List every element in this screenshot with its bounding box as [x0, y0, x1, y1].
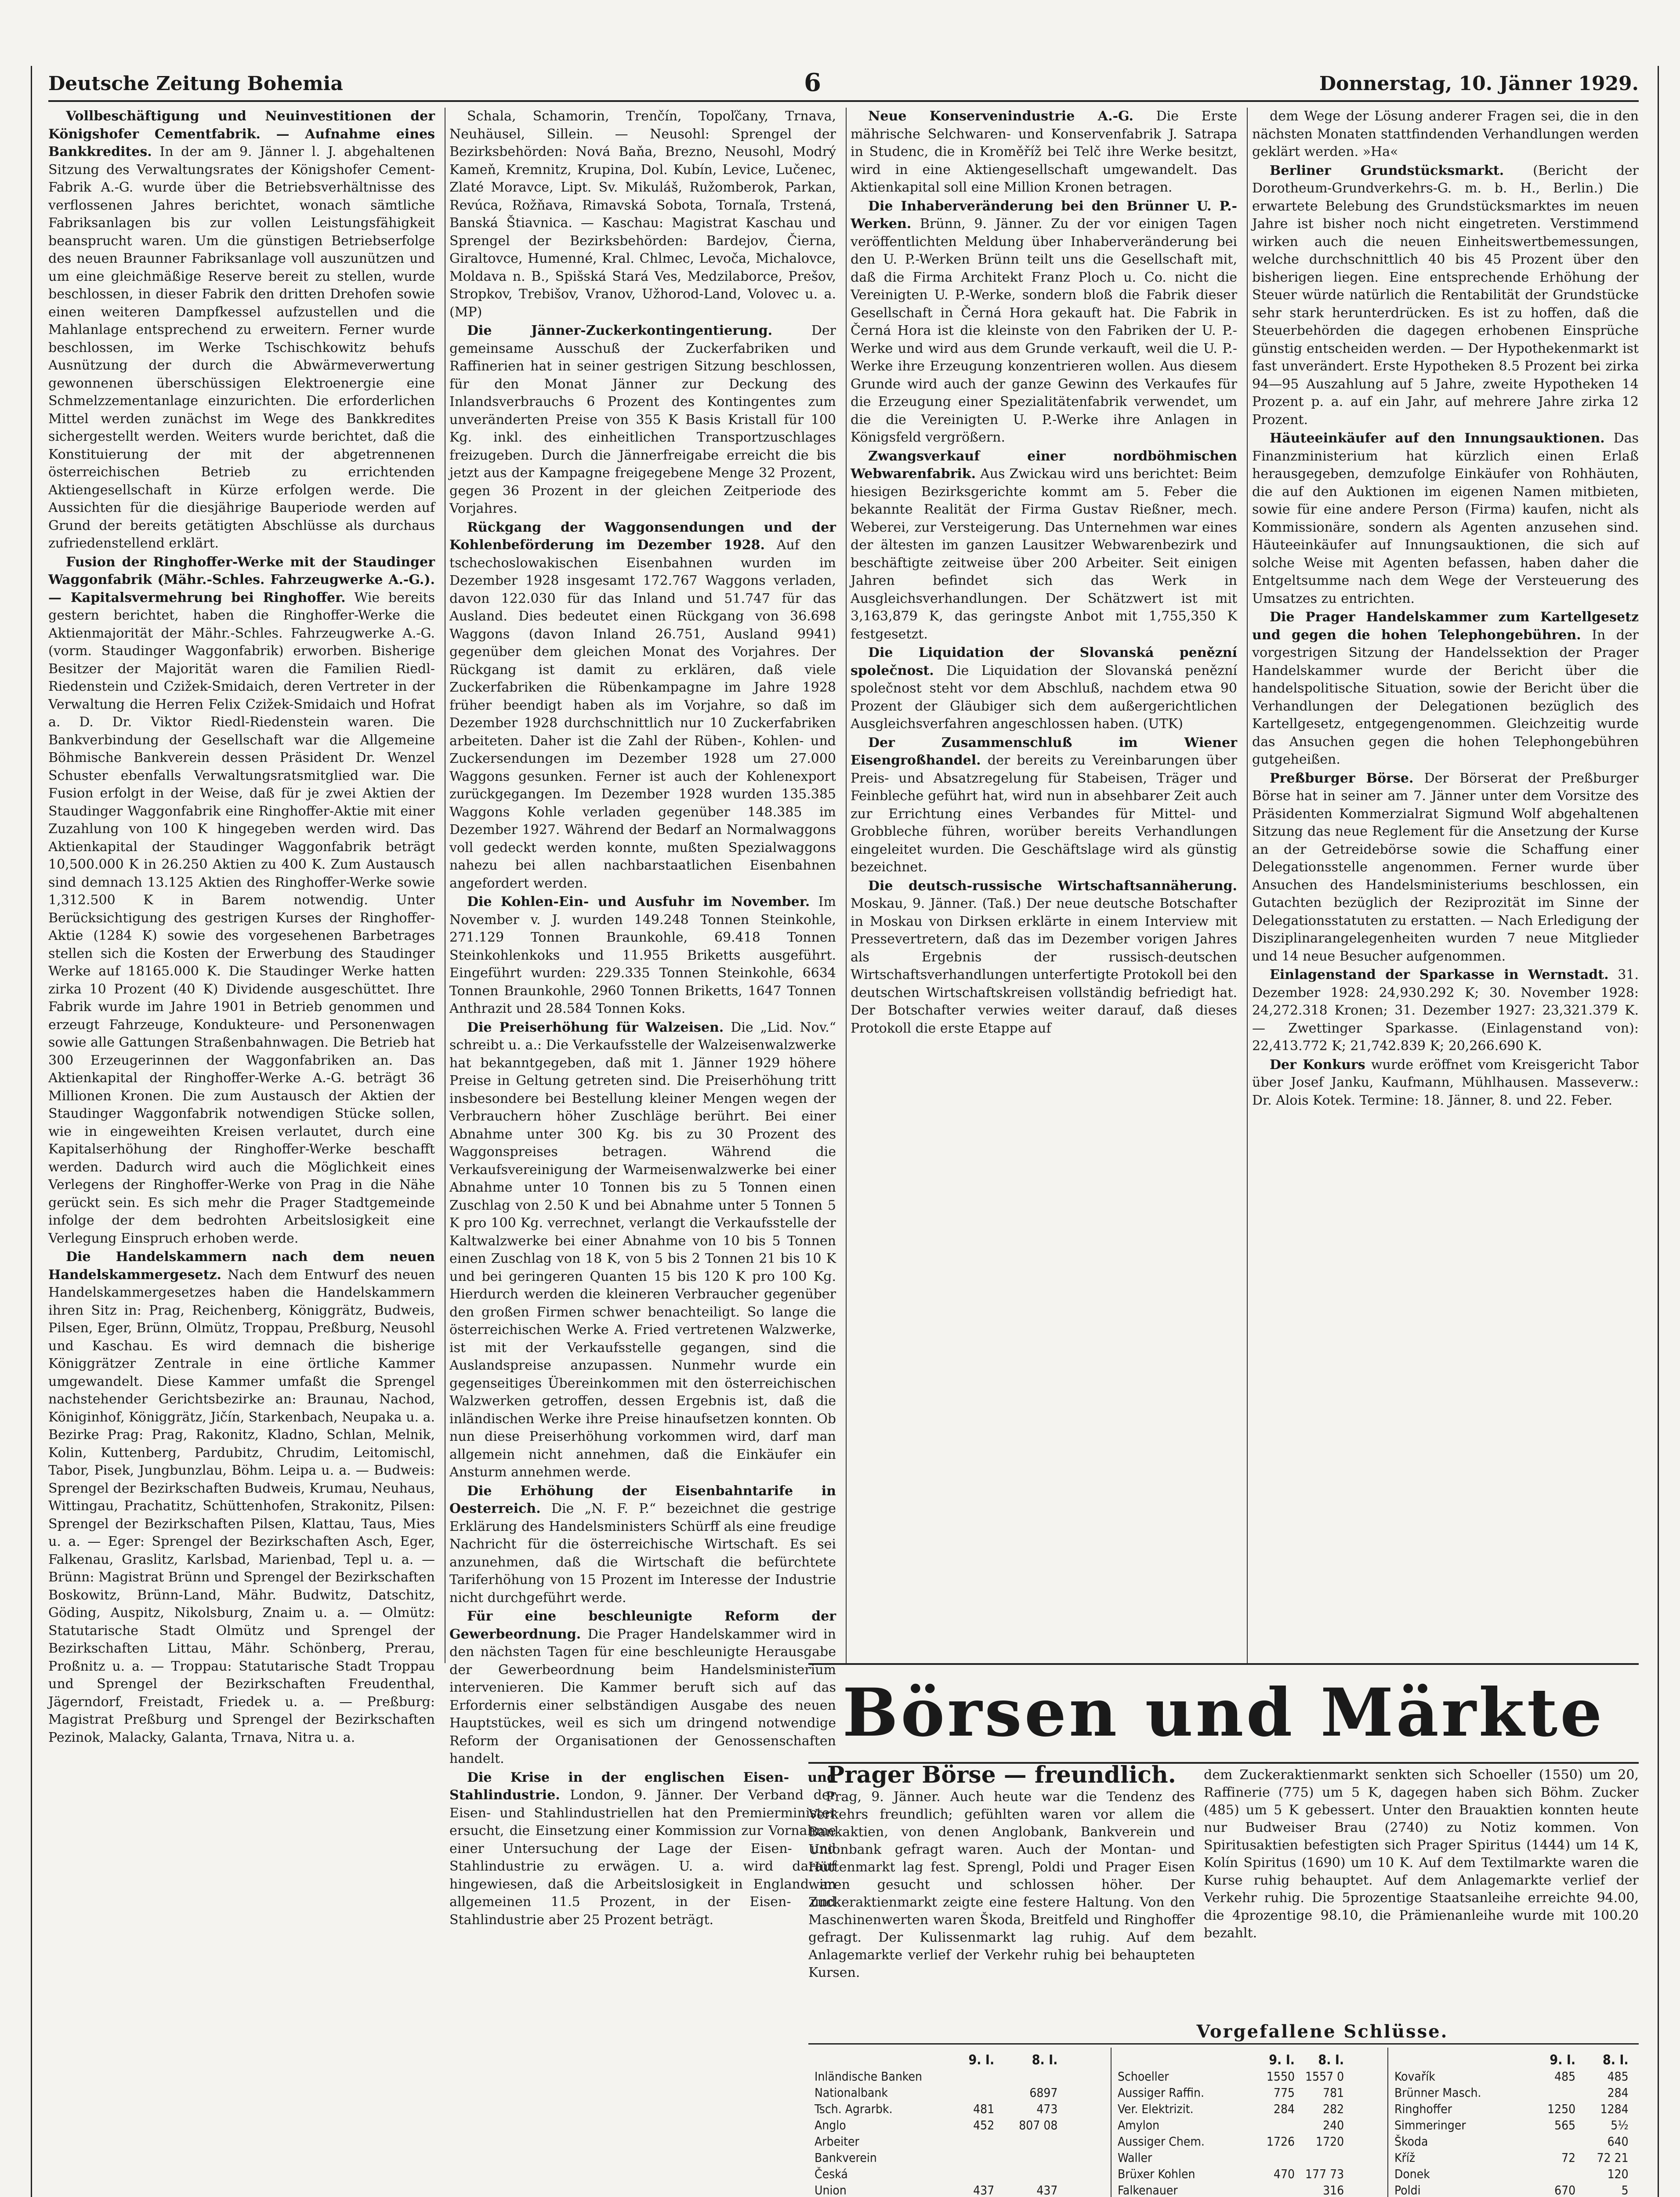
article-paragraph [449, 519, 836, 893]
table-row [1116, 2117, 1346, 2133]
security-name: Donek [1394, 2167, 1430, 2181]
quote-value: 485 [1554, 2069, 1576, 2084]
quote-value [951, 2150, 996, 2166]
quote-value: 437 [973, 2183, 995, 2197]
column-2 [449, 108, 836, 1928]
article-text: Die „Lid. Nov.“ schreibt u. a.: Die Verkaufsstelle der Walzeisenwalzwerke hat bekanntgegeben, daß mit 1. Jänner 1929 höhere Preise in Geltung getreten sind. Die Preiserhöhung tritt insbesondere bei Bestellung kleiner Mengen wegen der Verbrauchern höher Zuschläge berührt. Bei einer Abnahme unter 300 Kg. bis zu 30 Prozent des Waggonspreises betragen. Während die Verkaufsvereinigung der Warmeisenwalzwerke bei einer Abnahme unter 10 Tonnen bis zu 5 Tonnen einen Zuschlag von 2.50 K und bei Abnahme unter 5 Tonnen 5 K pro 100 Kg. verrechnet, verlangt die Verkaufsstelle der Kaltwalzwerke bei einer Abnahme von 10 bis 5 Tonnen einen Zuschlag von 18 K, von 5 bis 2 Tonnen 21 bis 10 K und bei geringeren Quanten 15 bis 120 K pro 100 Kg. Hierdurch werden die kleineren Verbraucher gegenüber den großen Firmen schwer benachteiligt. So lange die österreichischen Werke A. Fried vertretenen Walzwerke, ist mit der Verkaufsstelle gegangen, sind die Auslandspreise anzupassen. Nunmehr wurde ein gegenseitiges Übereinkommen mit den österreichischen Walzwerken getroffen, dessen Ergebnis ist, daß die inländischen Werke ihre Preise hinaufsetzen konnten. Ob nun diese Preiserhöhung vorkommen wird, darf man allgemein nicht annehmen, daß die Einkäufer ein Ansturm annehmen werde. [449, 1019, 836, 1480]
article-text: London, 9. Jänner. Der Verband der Eisen- und Stahlindustriellen hat den Premierminister ersucht, die Einsetzung einer Kommission zur Vornahme einer Untersuchung der Lage der Eisen- und Stahlindustrie zu erwägen. U. a. wird darauf hingewiesen, daß die Arbeitslosigkeit in England im allgemeinen 11.5 Prozent, in der Eisen- und Stahlindustrie aber 25 Prozent beträgt. [449, 1787, 836, 1928]
article-text: Schala, Schamorin, Trenčín, Topoľčany, Trnava, Neuhäusel, Sillein. — Neusohl: Sprengel der Bezirksbehörden: Nová Baňa, Brezno, Neusohl, Modrý Kameň, Kremnitz, Krupina, Dol. Kubín, Levice, Lučenec, Zlaté Moravce, Lipt. Sv. Mikuláš, Ružomberok, Parkan, Revúca, Rožňava, Rimavská Sobota, Tornaľa, Trstená, Banská Štiavnica. — Kaschau: Magistrat Kaschau und Sprengel der Bezirksbehörden: Bardejov, Čierna, Giraltovce, Humenné, Kral. Chlmec, Levoča, Michalovce, Moldava n. B., Spišská Stará Ves, Medzilaborce, Prešov, Stropkov, Trebišov, Vranov, Užhorod-Land, Volovec u. a. (MP) [449, 109, 836, 320]
header-rule [48, 100, 1639, 102]
article-heading: Rückgang der Waggonsendungen und der Kohlenbeförderung im Dezember 1928. [449, 519, 836, 553]
quote-value: 1720 [1316, 2134, 1344, 2149]
date-header-cell: 9. I. [1550, 2052, 1576, 2068]
quote-value [951, 2166, 996, 2182]
article-paragraph [48, 554, 435, 1248]
quote-value [996, 2166, 1059, 2182]
article-heading: Der Zusammenschluß im Wiener Eisengroßhandel. [851, 735, 1237, 768]
table-row [813, 2085, 1059, 2101]
article-text: Aus Zwickau wird uns berichtet: Beim hiesigen Bezirksgerichte kommt am 5. Feber die bekannte Realität der Firma Gustav Rießner, mech. Weberei, zur Versteigerung. Das Unternehmen war eines der ältesten im ganzen Lausitzer Webwarenbezirk und beschäftigte zeitweise über 200 Arbeiter. Seit einigen Jahren befindet sich das Werk in Ausgleichsverhandlungen. Der Schätzwert ist mit 3,163,879 K, das geringste Anbot mit 1,755,350 K festgesetzt. [851, 466, 1237, 642]
table-row [1116, 2068, 1346, 2085]
table-row [813, 2166, 1059, 2182]
quote-value: 72 [1561, 2150, 1576, 2165]
article-text: Die Erste mährische Selchwaren- und Konservenfabrik J. Satrapa in Studenc, die in Kroměříž bei Telč ihre Werke besitzt, wird in eine Aktiengesellschaft umgewandelt. Das Aktienkapital soll eine Million Kronen betragen. [851, 109, 1237, 195]
article-paragraph [449, 108, 836, 321]
quote-value [1296, 2150, 1346, 2166]
page-number: 6 [804, 68, 821, 97]
quote-value [1528, 2166, 1577, 2182]
article-paragraph [1252, 108, 1639, 161]
header-cell [1393, 2052, 1528, 2068]
quote-value: 670 [1554, 2183, 1576, 2197]
quote-value [1528, 2133, 1577, 2150]
table-header-row [1116, 2052, 1346, 2068]
header-cell [813, 2052, 951, 2068]
security-name: Amylon [1118, 2118, 1160, 2132]
article-paragraph [851, 198, 1237, 447]
security-name: Arbeiter [815, 2134, 859, 2149]
article-text: Im November v. J. wurden 149.248 Tonnen Steinkohle, 271.129 Tonnen Braunkohle, 69.418 Tonnen Steinkohlenkoks und 11.955 Briketts ausgeführt. Eingeführt wurden: 229.335 Tonnen Steinkohle, 6634 Tonnen Braunkohle, 2960 Tonnen Briketts, 1647 Tonnen Anthrazit und 28.584 Tonnen Koks. [449, 894, 836, 1016]
table-row [1393, 2085, 1630, 2101]
article-heading: Die Liquidation der Slovanská penězní společnost. [851, 645, 1237, 678]
report-text: dem Zuckeraktienmarkt senkten sich Schoeller (1550) um 20, Raffinerie (775) um 5 K, dagegen haben sich Böhm. Zucker (485) um 5 K gebessert. Unter den Brauaktien konnten heute nur Budweiser Brau (2740) zu Notiz kommen. Von Spiritusaktien befestigten sich Prager Spiritus (1444) um 14 K, Kolín Spiritus (1690) um 10 K. Auf dem Textilmarkte waren die Kurse ruhig behauptet. Auf dem Anlagemarkte verlief der Verkehr ruhig. Die 5prozentige Staatsanleihe erreichte 94.00, die 4prozentige 98.10, die Prämienanleihe wurde mit 100.20 bezahlt. [1204, 1767, 1639, 1941]
column-4 [1252, 108, 1639, 1663]
article-text: Nach dem Entwurf des neuen Handelskammergesetzes haben die Handelskammern ihren Sitz in: Prag, Reichenberg, Königgrätz, Budweis, Pilsen, Eger, Brünn, Olmütz, Troppau, Preßburg, Neusohl und Kaschau. Es wird demnach die bisherige Königgrätzer Zentrale in eine örtliche Kammer umgewandelt. Diese Kammer umfaßt die Sprengel nachstehender Gerichtsbezirke an: Braunau, Nachod, Königinhof, Königgrätz, Jičín, Starkenbach, Neupaka u. a. Bezirke Prag: Prag, Rakonitz, Kladno, Schlan, Melnik, Kolin, Kuttenberg, Pardubitz, Chrudim, Leitomischl, Tabor, Pisek, Jungbunzlau, Böhm. Leipa u. a. — Budweis: Sprengel der Bezirkschaften Budweis, Krumau, Neuhaus, Wittingau, Prachatitz, Schüttenhofen, Strakonitz, Pilsen: Sprengel der Bezirkschaften Pilsen, Klattau, Taus, Mies u. a. — Eger: Sprengel der Bezirkschaften Asch, Eger, Falkenau, Graslitz, Karlsbad, Marienbad, Tepl u. a. — Brünn: Magistrat Brünn und Sprengel der Bezirkschaften Boskowitz, Brünn-Land, Mähr. Budwitz, Datschitz, Göding, Auspitz, Nikolsburg, Znaim u. a. — Olmütz: Statutarische Stadt Olmütz und Sprengel der Bezirkschaften Littau, Mähr. Schönberg, Prerau, Proßnitz u. a. — Troppau: Statutarische Stadt Troppau und Sprengel der Bezirkschaften Freudenthal, Jägerndorf, Freistadt, Friedek u. a. — Preßburg: Magistrat Preßburg und Sprengel der Bezirkschaften Pezinok, Malacky, Galanta, Trnava, Nitra u. a. [48, 1267, 435, 1745]
quotes-table-3 [1393, 2052, 1630, 2197]
table-header-row [1393, 2052, 1630, 2068]
article-paragraph [851, 108, 1237, 197]
article-heading: Die Erhöhung der Eisenbahntarife in Oesterreich. [449, 1483, 836, 1516]
quote-value: 437 [1036, 2183, 1058, 2197]
article-paragraph [48, 1248, 435, 1747]
article-paragraph [1252, 162, 1639, 429]
security-name: Falkenauer [1118, 2183, 1178, 2197]
quote-value [996, 2133, 1059, 2150]
security-name: Kříž [1394, 2150, 1416, 2165]
header-cell [1116, 2052, 1251, 2068]
article-heading: Die deutsch-russische Wirtschaftsannäherung. [868, 878, 1237, 894]
quote-value: 284 [1273, 2102, 1295, 2116]
quote-value [951, 2133, 996, 2150]
article-heading: Die Preiserhöhung für Walzeisen. [467, 1019, 724, 1035]
header-date: Donnerstag, 10. Jänner 1929. [1319, 73, 1639, 95]
article-heading: Die Kohlen-Ein- und Ausfuhr im November. [467, 894, 810, 910]
article-paragraph [851, 644, 1237, 733]
article-text: Das Finanzministerium hat kürzlich einen Erlaß herausgegeben, demzufolge Einkäufer von Rohhäuten, die auf den Auktionen im eigenen Namen mitbieten, sowie für eine andere Person (Firma) kaufen, nicht als Kommissionäre, sondern als Agenten anzusehen sind. Häuteeinkäufer auf Innungsauktionen, die sich auf solche Weise mit Agenten befassen, haben daher die Entgeltsumme nach dem Wege der Versteuerung des Umsatzes zu entrichten. [1252, 431, 1639, 606]
article-text: Die Prager Handelskammer wird in den nächsten Tagen für eine beschleunigte Herausgabe der Gewerbeordnung beim Handelsministerium intervenieren. Die Kammer beruft sich auf das Erfordernis einer selbständigen Ausgabe des neuen Hauptstückes, weil es sich um dringend notwendige Reform der Organisationen der Genossenschaften handelt. [449, 1626, 836, 1766]
quote-value: 177 73 [1305, 2167, 1344, 2181]
quote-value: 5 [1621, 2183, 1629, 2197]
quote-value: 72 21 [1597, 2150, 1629, 2165]
security-name: Aussiger Raffin. [1118, 2085, 1204, 2100]
quote-value [951, 2068, 996, 2085]
article-text: Die „N. F. P.“ bezeichnet die gestrige Erklärung des Handelsministers Schürff als eine freudige Nachricht für die österreichische Wirtschaft. Es sei anzunehmen, daß die Wirtschaft die befürchtete Tariferhöhung von 15 Prozent im Interesse der Industrie nicht durchgeführt werde. [449, 1501, 836, 1606]
article-text: der bereits zu Vereinbarungen über Preis- und Absatzregelung für Stabeisen, Träger und Feinbleche geführt hat, wird nun in absehbarer Zeit auch zur Errichtung eines Verbandes für Mittel- und Grobbleche führen, worüber bereits Verhandlungen eingeleitet wurden. Die Geschäftslage wird als günstig bezeichnet. [851, 753, 1237, 875]
security-name: Aussiger Chem. [1118, 2134, 1205, 2149]
quote-value: 452 [973, 2118, 995, 2132]
security-name: Brüxer Kohlen [1118, 2167, 1195, 2181]
quote-value: 781 [1323, 2085, 1344, 2100]
table-row [813, 2101, 1059, 2117]
table-row [813, 2068, 1059, 2085]
article-paragraph [48, 108, 435, 553]
table-row [813, 2150, 1059, 2166]
article-paragraph [449, 1019, 836, 1482]
quote-value: 282 [1323, 2102, 1344, 2116]
table-title: Vorgefallene Schlüsse. [1196, 2021, 1448, 2042]
article-text: Die Liquidation der Slovanská penězní společnost steht vor dem Abschluß, nachdem etwa 90 Prozent der Gläubiger sich dem außergerichtlichen Ausgleichsverfahren angeschlossen haben. (UTK) [851, 663, 1237, 732]
article-paragraph [449, 1769, 836, 1929]
quote-value: 1726 [1266, 2134, 1295, 2149]
quote-value [996, 2150, 1059, 2166]
article-text: In der vorgestrigen Sitzung der Handelssektion der Prager Handelskammer wurde der Bericht über die handelspolitische Situation, sowie der Bericht über die Verhandlungen der Delegationen bezüglich des Kartellgesetz, entgegengenommen. Gleichzeitig wurde das Ansuchen gegen die hohen Telephongebühren gutgeheißen. [1252, 627, 1639, 767]
header-title: Deutsche Zeitung Bohemia [48, 73, 343, 95]
table-row [813, 2133, 1059, 2150]
article-heading: Die Krise in der englischen Eisen- und Stahlindustrie. [449, 1769, 836, 1803]
quotes-table-1 [813, 2052, 1059, 2197]
quote-value: 1250 [1547, 2102, 1576, 2116]
article-paragraph [851, 877, 1237, 1038]
security-name: Union [815, 2183, 847, 2197]
article-heading: Fusion der Ringhoffer-Werke mit der Staudinger Waggonfabrik (Mähr.-Schles. Fahrzeugwerke A.-G.). — Kapitalsvermehrung bei Ringhoffer. [48, 554, 435, 605]
table-row [1393, 2150, 1630, 2166]
article-text: Brünn, 9. Jänner. Zu der vor einigen Tagen veröffentlichten Meldung über Inhaberveränderung bei den U. P.-Werken Brünn teilt uns die Gesellschaft mit, daß die Firma Architekt Franz Ploch u. Co. nicht die Vereinigten U. P.-Werke, sondern bloß die Fabrik dieser Gesellschaft in Černá Hora gekauft hat. Die Fabrik in Černá Hora ist die kleinste von den Fabriken der U. P.-Werke und wird aus dem Grunde verkauft, weil die U. P.-Werke ihre Erzeugung konzentrieren wollen. Aus diesem Grunde wird auch der ganze Gewinn des Verkaufes für die Erzeugung einer Spezialitätenfabrik verwendet, um die die Vereinigten U. P.-Werke ihre Anlagen in Königsfeld vergrößern. [851, 216, 1237, 445]
quote-value: 5½ [1611, 2118, 1629, 2132]
article-text: wurde eröffnet vom Kreisgericht Tabor über Josef Janku, Kaufmann, Mühlhausen. Masseverw.: Dr. Alois Kotek. Termine: 18. Jänner, 8. und 22. Feber. [1252, 1057, 1639, 1108]
security-name: Kovařík [1394, 2069, 1435, 2084]
article-heading: Einlagenstand der Sparkasse in Wernstadt. [1270, 967, 1609, 982]
quotes-table-2 [1116, 2052, 1346, 2197]
article-heading: Der Konkurs [1270, 1057, 1365, 1073]
quote-value: 565 [1554, 2118, 1576, 2132]
security-name: Bankverein [815, 2150, 877, 2165]
table-row [1116, 2182, 1346, 2197]
quote-value: 1557 0 [1305, 2069, 1344, 2084]
article-paragraph [1252, 770, 1639, 966]
date-header-cell: 9. I. [1269, 2052, 1295, 2068]
security-name: Anglo [815, 2118, 846, 2132]
table-row [1116, 2085, 1346, 2101]
quote-value: 775 [1273, 2085, 1295, 2100]
article-paragraph [1252, 966, 1639, 1055]
article-paragraph [449, 322, 836, 518]
quotes-table [1393, 2052, 1630, 2197]
quote-value: 481 [973, 2102, 995, 2116]
table-row [1393, 2068, 1630, 2085]
quote-value: 485 [1607, 2069, 1629, 2084]
security-name: Poldi [1394, 2183, 1421, 2197]
quote-value: 6897 [1029, 2085, 1058, 2100]
article-paragraph [449, 1608, 836, 1768]
quote-value [1251, 2117, 1296, 2133]
article-heading: Die Jänner-Zuckerkontingentierung. [467, 323, 773, 338]
security-name: Simmeringer [1394, 2118, 1466, 2132]
table-row [1393, 2101, 1630, 2117]
quote-value [951, 2085, 996, 2101]
table-row [1393, 2117, 1630, 2133]
quotes-table [813, 2052, 1059, 2197]
date-header-cell: 8. I. [1032, 2052, 1058, 2068]
table-row [1393, 2133, 1630, 2150]
article-paragraph [851, 448, 1237, 644]
table-row [1116, 2166, 1346, 2182]
article-text: 31. Dezember 1928: 24,930.292 K; 30. November 1928: 24,272.318 Kronen; 31. Dezember 1927: 23,321.379 K. — Zwettinger Sparkasse. (Einlagenstand von): 22,413.772 K; 21,742.839 K; 20,266.690 K. [1252, 967, 1639, 1054]
article-heading: Die Inhaberveränderung bei den Brünner U. P.-Werken. [851, 198, 1237, 232]
table-divider [1111, 2048, 1112, 2197]
article-paragraph [1252, 430, 1639, 608]
security-name: Nationalbank [815, 2085, 888, 2100]
article-heading: Vollbeschäftigung und Neuinvestitionen der Königshofer Cementfabrik. — Aufnahme eines Bankkredites. [48, 109, 435, 160]
quote-value [1251, 2182, 1296, 2197]
column-divider [846, 108, 847, 1663]
quote-value [1251, 2150, 1296, 2166]
table-row [813, 2117, 1059, 2133]
table-row [1116, 2101, 1346, 2117]
security-name: Inländische Banken [815, 2069, 922, 2084]
report-text: Prag, 9. Jänner. Auch heute war die Tendenz des Verkehrs freundlich; gefühlten waren vor allem die Bankaktien, von denen Anglobank, Bankverein und Unionbank gefragt waren. Auch der Montan- und Hüttenmarkt lag fest. Sprengl, Poldi und Prager Eisen waren gesucht und schlossen höher. Der Zuckeraktienmarkt zeigte eine festere Haltung. Von den Maschinenwerten waren Škoda, Breitfeld und Ringhoffer gefragt. Der Kulissenmarkt lag ruhig. Auf dem Anlagemarkte verlief der Verkehr ruhig bei behaupteten Kursen. [808, 1789, 1195, 1980]
article-text: Wie bereits gestern berichtet, haben die Ringhoffer-Werke die Aktienmajorität der Mähr.-Schles. Fahrzeugwerke A.-G. (vorm. Staudinger Waggonfabrik) erworben. Bisherige Besitzer der Majorität waren die Familien Riedl-Riedenstein und Czižek-Smidaich, deren Vertreter in der Verwaltung die Herren Felix Czižek-Smidaich und Hofrat a. D. Dr. Viktor Riedl-Riedenstein waren. Die Bankverbindung der Gesellschaft war die Allgemeine Böhmische Bankverein dessen Präsident Dr. Wenzel Schuster ebenfalls Verwaltungsratsmitglied war. Die Fusion erfolgt in der Weise, daß für je zwei Aktien der Staudinger Waggonfabrik eine Ringhoffer-Aktie mit einer Zuzahlung von 100 K hingegeben werden wird. Das Aktienkapital der Staudinger Waggonfabrik beträgt 10,500.000 K in 26.250 Aktien zu 400 K. Zum Austausch sind demnach 13.125 Aktien des Ringhoffer-Werke sowie 1,312.500 K in Barem notwendig. Unter Berücksichtigung des gestrigen Kurses der Ringhoffer-Aktie (1284 K) sowie des vorgesehenen Barbetrages stellen sich die Kosten der Erwerbung des Staudinger Werke auf 18165.000 K. Die Staudinger Werke hatten zirka 10 Prozent (40 K) Dividende ausgeschüttet. Ihre Fabrik wurde im Jahre 1901 in Betrieb genommen und erzeugt Fahrzeuge, Kondukteure- und Personenwagen sowie alle Gattungen Straßenbahnwagen. Die Betrieb hat 300 Erzeugerinnen der Waggonfabriken an. Das Aktienkapital der Ringhoffer-Werke A.-G. beträgt 36 Millionen Kronen. Die zum Austausch der Aktien der Staudinger Waggonfabrik notwendigen Stücke sollen, wie in eingeweihten Kreisen verlautet, durch eine Kapitalserhöhung der Ringhoffer-Werke beschafft werden. Dadurch wird auch die Möglichkeit eines Verlegens der Ringhoffer-Werke von Prag in die Nähe gerückt sein. Es sich mehr die Prager Stadtgemeinde infolge der dem bedrohten Arbeitslosigkeit eine Verlegung Einspruch erhoben werde. [48, 590, 435, 1246]
table-row [813, 2182, 1059, 2197]
table-row [1393, 2182, 1630, 2197]
quote-value: 1284 [1600, 2102, 1629, 2116]
table-row [1393, 2166, 1630, 2182]
prague-exchange-report-cont [1204, 1766, 1639, 1942]
security-name: Ver. Elektrizit. [1118, 2102, 1194, 2116]
section-title: Börsen und Märkte [842, 1674, 1605, 1751]
article-heading: Neue Konservenindustrie A.-G. [868, 109, 1133, 124]
date-header-cell: 8. I. [1318, 2052, 1344, 2068]
article-heading: Für eine beschleunigte Reform der Gewerbeordnung. [449, 1609, 836, 1642]
quote-value [996, 2068, 1059, 2085]
table-rule [808, 2043, 1639, 2045]
article-heading: Zwangsverkauf einer nordböhmischen Webwarenfabrik. [851, 448, 1237, 482]
security-name: Waller [1118, 2150, 1152, 2165]
quote-value: 284 [1607, 2085, 1629, 2100]
article-heading: Häuteeinkäufer auf den Innungsauktionen. [1270, 431, 1605, 446]
quotes-table [1116, 2052, 1346, 2197]
security-name: Schoeller [1118, 2069, 1169, 2084]
security-name: Tsch. Agrarbk. [815, 2102, 893, 2116]
quote-value: 807 08 [1019, 2118, 1058, 2132]
security-name: Ringhoffer [1394, 2102, 1452, 2116]
security-name: Škoda [1394, 2134, 1428, 2149]
quote-value: 240 [1323, 2118, 1344, 2132]
article-text: Moskau, 9. Jänner. (Taß.) Der neue deutsche Botschafter in Moskau von Dirksen erklärte in einem Interview mit Pressevertretern, daß das im Dezember vorigen Jahres als Ergebnis der russisch-deutschen Wirtschaftsverhandlungen unterfertigte Protokoll bei den deutschen Wirtschaftskreisen vollständig befriedigt hat. Der Botschafter verwies weiter darauf, daß dieses Protokoll die erste Etappe auf [851, 896, 1237, 1036]
table-divider [1387, 2048, 1388, 2197]
date-header-cell: 8. I. [1602, 2052, 1629, 2068]
article-heading: Die Prager Handelskammer zum Kartellgesetz und gegen die hohen Telephongebühren. [1252, 609, 1639, 643]
article-heading: Die Handelskammern nach dem neuen Handelskammergesetz. [48, 1249, 435, 1283]
article-paragraph [449, 1483, 836, 1607]
quote-value: 316 [1323, 2183, 1344, 2197]
column-divider [1247, 108, 1248, 1663]
article-text: (Bericht der Dorotheum-Grundverkehrs-G. m. b. H., Berlin.) Die erwartete Belebung des Grundstücksmarktes im neuen Jahre ist bisher noch nicht eingetreten. Verstimmend wirken auch die neuen Einheitswertbemessungen, welche durchschnittlich 40 bis 45 Prozent über den bisherigen liegen. Eine entsprechende Erhöhung der Steuer würde natürlich die Rentabilität der Grundstücke sehr stark herunterdrücken. Es ist zu hoffen, daß die Steuerbehörden die dagegen erhobenen Einsprüche günstig entscheiden werden. — Der Hypothekenmarkt ist fast unverändert. Erste Hypotheken 8.5 Prozent bei zirka 94—95 Auszahlung auf 5 Jahre, zweite Hypotheken 14 Prozent p. a. auf ein Jahr, auf mehrere Jahre zirka 12 Prozent. [1252, 163, 1639, 428]
article-text: Auf den tschechoslowakischen Eisenbahnen wurden im Dezember 1928 insgesamt 172.767 Waggons verladen, davon 122.030 für das Inland und 51.747 für das Ausland. Dies bedeutet einen Rückgang von 36.698 Waggons (davon Inland 26.751, Ausland 9941) gegenüber dem gleichen Monat des Vorjahres. Der Rückgang ist damit zu erklären, daß viele Zuckerfabriken die Rübenkampagne im Jahre 1928 früher beendigt haben als im Vorjahre, so daß im Dezember 1928 durchschnittlich nur 10 Zuckerfabriken arbeiteten. Daher ist die Zahl der Rüben-, Kohlen- und Zuckersendungen im Dezember 1928 um 27.000 Waggons gesunken. Ferner ist auch der Kohlenexport zurückgegangen. Im Dezember 1928 wurden 135.385 Waggons Kohle verladen gegenüber 148.385 im Dezember 1927. Während der Bedarf an Normalwaggons voll gedeckt werden konnte, mußten Spezialwaggons nahezu bei allen nachbarstaatlichen Eisenbahnen angefordert werden. [449, 537, 836, 891]
quote-value [1528, 2085, 1577, 2101]
article-paragraph [1252, 609, 1639, 769]
article-heading: Berliner Grundstücksmarkt. [1270, 163, 1504, 178]
column-1 [48, 108, 435, 1745]
report-subhead: Prager Börse — freundlich. [827, 1762, 1176, 1788]
page-header [48, 68, 1639, 99]
security-name: Brünner Masch. [1394, 2085, 1481, 2100]
table-row [1116, 2150, 1346, 2166]
article-heading: Preßburger Börse. [1270, 770, 1414, 786]
quote-value: 1550 [1266, 2069, 1295, 2084]
article-paragraph [851, 734, 1237, 877]
date-header-cell: 9. I. [968, 2052, 995, 2068]
quote-value: 640 [1607, 2134, 1629, 2149]
security-name: Česká [815, 2167, 848, 2181]
article-text: Der Börserat der Preßburger Börse hat in seiner am 7. Jänner unter dem Vorsitze des Präsidenten Kommerzialrat Sigmund Wolf abgehaltenen Sitzung das neue Reglement für die Ansetzung der Kurse an der Getreidebörse sowie die Schaffung einer Delegationsstelle angenommen. Ferner wurde über Ansuchen des Handelsministeriums beschlossen, ein Gutachten bezüglich der Reziprozität im Sinne der Delegationsstatuten zu erstatten. — Nach Erledigung der Disziplinarangelegenheiten wurden 7 neue Mitglieder und 14 neue Besucher aufgenommen. [1252, 770, 1639, 964]
article-paragraph [449, 893, 836, 1018]
table-header-row [813, 2052, 1059, 2068]
quote-value: 470 [1273, 2167, 1295, 2181]
article-paragraph [1252, 1056, 1639, 1110]
table-row [1116, 2133, 1346, 2150]
article-text: In der am 9. Jänner l. J. abgehaltenen Sitzung des Verwaltungsrates der Königshofer Cement-Fabrik A.-G. wurde über die Betriebsverhältnisse des verflossenen Jahres berichtet, wonach sämtliche Fabriksanlagen bis zur vollen Leistungsfähigkeit beansprucht waren. Um die günstigen Betriebserfolge des neuen Braunner Fabriksanlage voll auszunützen und um eine gleichmäßige Reserve bereit zu stellen, wurde beschlossen, in dieser Fabrik den dritten Drehofen sowie einen weiteren Dampfkessel aufzustellen und die Mahlanlage entsprechend zu erweitern. Ferner wurde beschlossen, im Werke Tschischkowitz behufs Ausnützung der durch die Abwärmeverwertung gewonnenen überschüssigen Elektroenergie eine Schmelzzementanlage einzurichten. Die erforderlichen Mittel werden zunächst im Wege des Bankkredites sichergestellt werden. Weiters wurde berichtet, daß die Konstituierung der mit der abgetrennenen österreichischen Betrieb zu errichtenden Aktiengesellschaft in Kürze erfolgen werde. Die Aussichten für die diesjährige Bauperiode werden auf Grund der bereits getätigten Abschlüsse als durchaus zufriedenstellend erklärt. [48, 144, 435, 551]
section-rule [808, 1663, 1639, 1665]
column-3 [851, 108, 1237, 1663]
prague-exchange-report [808, 1762, 1195, 1982]
quote-value: 473 [1036, 2102, 1058, 2116]
article-text: dem Wege der Lösung anderer Fragen sei, die in den nächsten Monaten stattfindenden Verhandlungen werden geklärt werden. »Ha« [1252, 109, 1639, 160]
article-text: Der gemeinsame Ausschuß der Zuckerfabriken und Raffinerien hat in seiner gestrigen Sitzung beschlossen, für den Monat Jänner zur Deckung des Inlandsverbrauchs 6 Prozent des Kontingentes zum unveränderten Preise von 355 K Basis Kristall für 100 Kg. inkl. des einheitlichen Transportzuschlages freizugeben. Durch die Jännerfreigabe erreicht die bis jetzt aus der Kampagne freigegebene Menge 32 Prozent, gegen 36 Prozent in der gleichen Zeitperiode des Vorjahres. [449, 323, 836, 516]
quote-value: 120 [1607, 2167, 1629, 2181]
